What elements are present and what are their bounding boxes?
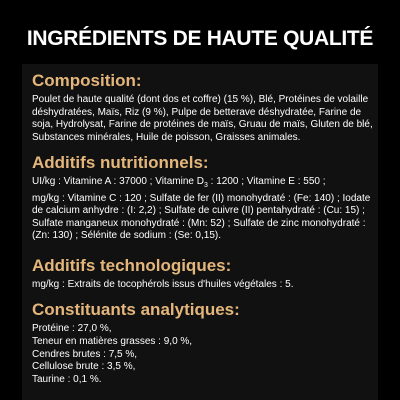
list-item: Taurine : 0,1 %. — [32, 374, 102, 386]
ingredients-panel — [22, 64, 378, 400]
technological-additives-heading: Additifs technologiques: — [32, 256, 232, 275]
nutritional-additives-heading: Additifs nutritionnels: — [32, 153, 209, 172]
analytical-constituents-heading: Constituants analytiques: — [32, 300, 240, 319]
composition-text: Poulet de haute qualité (dont dos et coffre) (15 %), Blé, Protéines de volaille déshydratées, Maïs, Riz (9 %), Pulpe de betterave déshydratée, Farine de soja, Hydrolysat, Farine de protéines de maïs, Gruau de maïs, Gluten de blé, Substances minérales, Huile de poisson, Graisses animales. — [32, 94, 373, 143]
technological-additives-text: mg/kg : Extraits de tocophérols issus d'huiles végétales : 5. — [32, 279, 294, 290]
composition-heading: Composition: — [32, 71, 142, 90]
page-title: INGRÉDIENTS DE HAUTE QUALITÉ — [26, 27, 374, 50]
ui-kg-prefix: UI/kg : Vitamine A : 37000 ; Vitamine D — [32, 176, 204, 187]
list-item: Protéine : 27,0 %, — [32, 323, 112, 334]
technological-additives-section — [32, 256, 378, 292]
ui-kg-suffix: : 1200 ; Vitamine E : 550 ; — [207, 176, 326, 187]
header — [0, 0, 400, 64]
list-item: Teneur en matières grasses : 9,0 %, — [32, 335, 193, 347]
nutritional-additives-section — [32, 153, 378, 243]
list-item: Cellulose brute : 3,5 %, — [32, 361, 136, 373]
ui-kg-line — [32, 176, 378, 193]
list-item: Cendres brutes : 7,5 %, — [32, 348, 138, 360]
nutritional-additives-text — [32, 176, 378, 243]
mg-kg-text: mg/kg : Vitamine C : 120 ; Sulfate de fer (II) monohydraté : (Fe: 140) ; Iodate de calcium anhydre : (I: 2,2) ; Sulfate de cuivre (II) pentahydraté : (Cu: 15) ; Sulfate manganeux monohydraté : (Mn: 52) ; Sulfate de zinc monohydraté : (Zn: 130) ; Sélénite de sodium : (Se: 0,15). — [32, 192, 371, 242]
analytical-constituents-list — [32, 323, 378, 387]
analytical-constituents-section — [32, 300, 378, 387]
vitamin-d-subscript: 3 — [203, 182, 208, 189]
composition-section — [32, 71, 378, 144]
